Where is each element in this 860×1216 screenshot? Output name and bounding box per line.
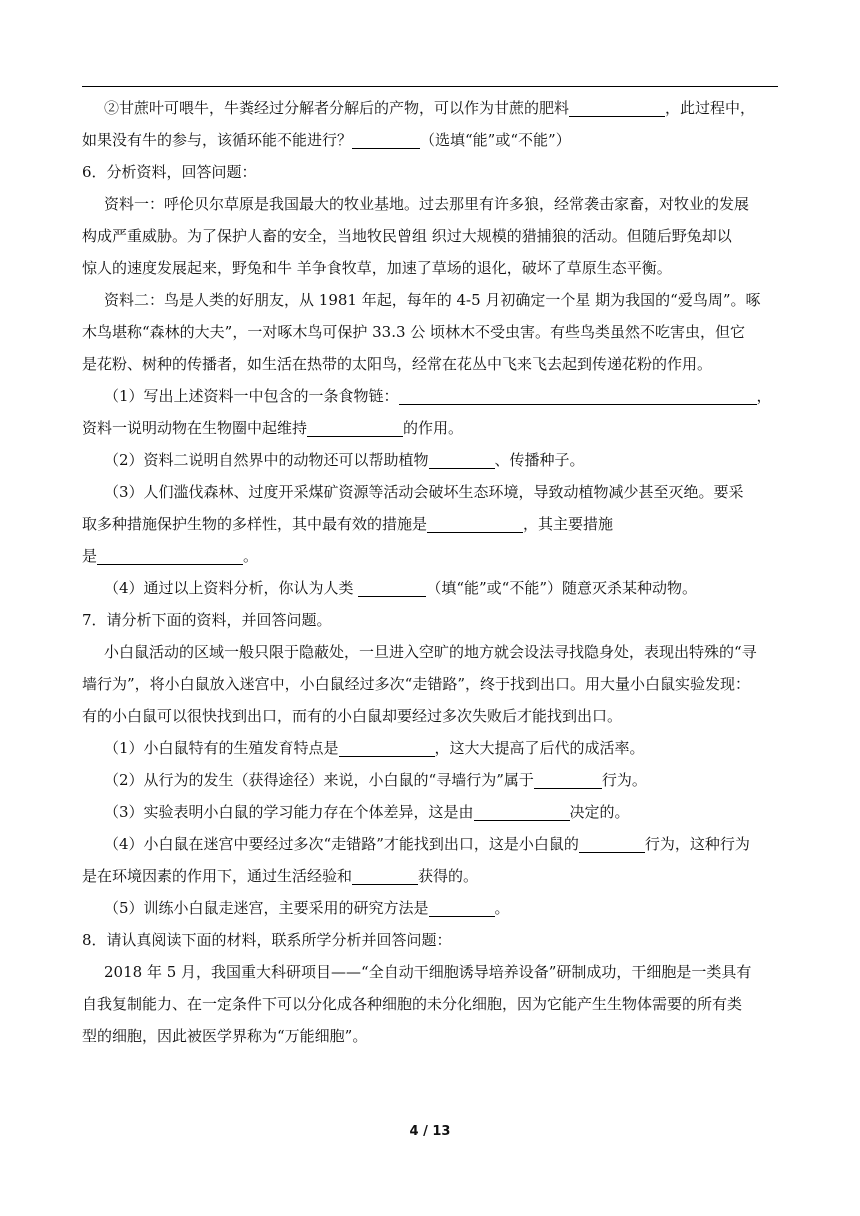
answer-blank[interactable] <box>427 514 523 533</box>
text: ，此过程中， <box>665 99 756 117</box>
text: （4）通过以上资料分析，你认为人类 <box>104 579 359 597</box>
q8-material-line-3: 型的细胞，因此被医学界称为“万能细胞”。 <box>82 1027 368 1045</box>
q6-sub-4 <box>82 572 778 604</box>
q6-material-1-line-3: 惊人的速度发展起来，野兔和牛 羊争食牧草，加速了草场的退化，破坏了草原生态平衡。 <box>82 259 672 277</box>
answer-blank[interactable] <box>97 546 243 565</box>
q6-sub-1-line-2 <box>82 412 778 444</box>
q7-material-line-3: 有的小白鼠可以很快找到出口，而有的小白鼠却要经过多次失败后才能找到出口。 <box>82 707 623 725</box>
text: （填“能”或“不能”）随意灭杀某种动物。 <box>426 579 698 597</box>
page-content <box>82 92 778 1052</box>
text: 、传播种子。 <box>494 451 585 469</box>
q6-sub-1-line-1 <box>82 380 778 412</box>
q7-sub-4-line-2 <box>82 860 778 892</box>
text: （1）写出上述资料一中包含的一条食物链： <box>104 387 399 405</box>
answer-blank[interactable] <box>307 418 403 437</box>
q7-title: 7．请分析下面的资料，并回答问题。 <box>82 611 332 629</box>
q6-sub-3-line-1: （3）人们滥伐森林、过度开采煤矿资源等活动会破坏生态环境，导致动植物减少甚至灭绝。要采 <box>104 483 744 501</box>
text: 如果没有牛的参与，该循环能不能进行？ <box>82 131 353 149</box>
q7-material-line-2: 墙行为”，将小白鼠放入迷宫中，小白鼠经过多次“走错路”，终于找到出口。用大量小白鼠实验发现： <box>82 675 751 693</box>
text: 是在环境因素的作用下，通过生活经验和 <box>82 867 353 885</box>
text: （4）小白鼠在迷宫中要经过多次“走错路”才能找到出口，这是小白鼠的 <box>104 835 579 853</box>
q6-material-2-line-3: 是花粉、树种的传播者，如生活在热带的太阳鸟，经常在花丛中飞来飞去起到传递花粉的作用。 <box>82 355 713 373</box>
text: 是 <box>82 547 98 565</box>
text: 。 <box>243 547 259 565</box>
text: ，其主要措施 <box>523 515 614 533</box>
text: 的作用。 <box>403 419 464 437</box>
q8-material-line-2: 自我复制能力、在一定条件下可以分化成各种细胞的未分化细胞，因为它能产生生物体需要的所有类 <box>82 995 743 1013</box>
text: 资料一说明动物在生物圈中起维持 <box>82 419 308 437</box>
q6-material-1-line-2: 构成严重威胁。为了保护人畜的安全，当地牧民曾组 织过大规模的猎捕狼的活动。但随后野兔却以 <box>82 227 732 245</box>
q5-line-1 <box>82 92 778 124</box>
answer-blank[interactable] <box>579 834 645 853</box>
q7-sub-2 <box>82 764 778 796</box>
text: 。 <box>494 899 510 917</box>
q7-sub-4-line-1 <box>82 828 778 860</box>
text: ， <box>756 387 772 405</box>
text: ②甘蔗叶可喂牛，牛粪经过分解者分解后的产物，可以作为甘蔗的肥料 <box>104 99 570 117</box>
text: （3）实验表明小白鼠的学习能力存在个体差异，这是由 <box>104 803 474 821</box>
text: 行为。 <box>601 771 647 789</box>
q7-material-line-1: 小白鼠活动的区域一般只限于隐蔽处，一旦进入空旷的地方就会设法寻找隐身处，表现出特殊的“寻 <box>104 643 757 661</box>
q7-sub-5 <box>82 892 778 924</box>
q8-material-line-1: 2018 年 5 月，我国重大科研项目——“全自动干细胞诱导培养设备”研制成功，干细胞是一类具有 <box>104 963 752 981</box>
q6-sub-3-line-3 <box>82 540 778 572</box>
answer-blank[interactable] <box>352 866 418 885</box>
answer-blank[interactable] <box>399 386 757 405</box>
q5-line-2 <box>82 124 778 156</box>
text: 获得的。 <box>418 867 479 885</box>
text: （选填“能”或“不能”） <box>420 131 571 149</box>
text: （1）小白鼠特有的生殖发育特点是 <box>104 739 339 757</box>
q6-material-1-line-1: 资料一：呼伦贝尔草原是我国最大的牧业基地。过去那里有许多狼，经常袭击家畜，对牧业的发展 <box>104 195 750 213</box>
q6-sub-3-line-2 <box>82 508 778 540</box>
answer-blank[interactable] <box>474 802 570 821</box>
answer-blank[interactable] <box>352 130 420 149</box>
text: （2）从行为的发生（获得途径）来说，小白鼠的“寻墙行为”属于 <box>104 771 534 789</box>
answer-blank[interactable] <box>429 450 495 469</box>
q7-sub-3 <box>82 796 778 828</box>
text: （2）资料二说明自然界中的动物还可以帮助植物 <box>104 451 429 469</box>
q6-title: 6．分析资料，回答问题： <box>82 163 257 181</box>
q6-material-2-line-1: 资料二：鸟是人类的好朋友，从 1981 年起，每年的 4-5 月初确定一个星 期为我国的“爱鸟周”。啄 <box>104 291 761 309</box>
text: 行为，这种行为 <box>644 835 750 853</box>
text: 决定的。 <box>569 803 630 821</box>
q6-sub-2 <box>82 444 778 476</box>
answer-blank[interactable] <box>569 98 665 117</box>
text: ，这大大提高了后代的成活率。 <box>434 739 645 757</box>
text: （5）训练小白鼠走迷宫，主要采用的研究方法是 <box>104 899 429 917</box>
q6-material-2-line-2: 木鸟堪称“森林的大夫”，一对啄木鸟可保护 33.3 公 顷林木不受虫害。有些鸟类虽然不吃害虫，但它 <box>82 323 746 341</box>
page-number: 4 / 13 <box>409 1124 451 1139</box>
header-rule <box>82 86 778 87</box>
answer-blank[interactable] <box>429 898 495 917</box>
answer-blank[interactable] <box>358 578 426 597</box>
q7-sub-1 <box>82 732 778 764</box>
answer-blank[interactable] <box>534 770 602 789</box>
q8-title: 8．请认真阅读下面的材料，联系所学分析并回答问题： <box>82 931 452 949</box>
text: 取多种措施保护生物的多样性，其中最有效的措施是 <box>82 515 428 533</box>
answer-blank[interactable] <box>339 738 435 757</box>
